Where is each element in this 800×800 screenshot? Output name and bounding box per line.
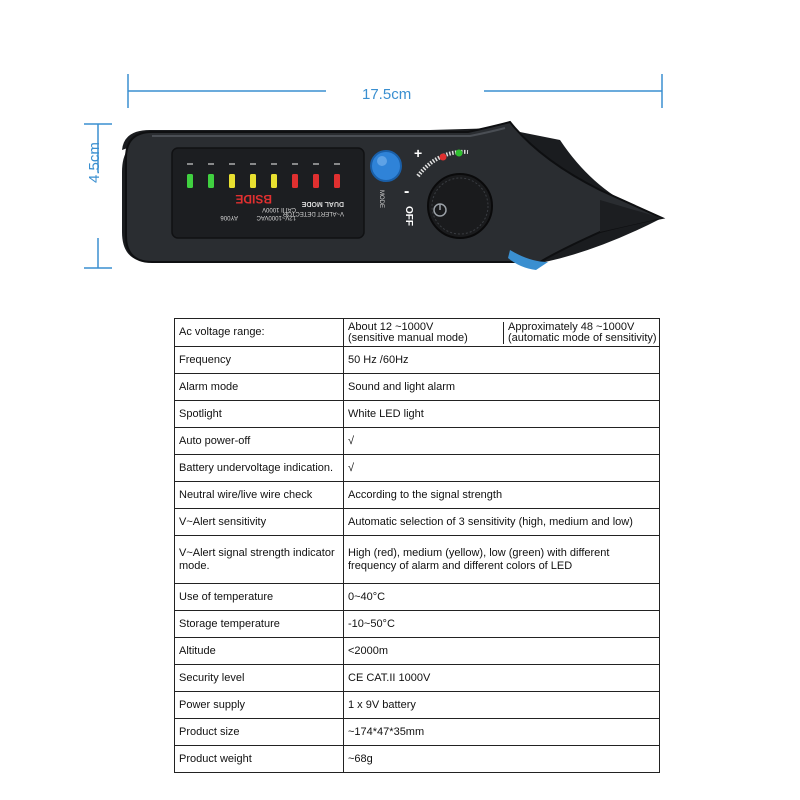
table-row <box>175 692 660 719</box>
spec-value: -10~50°C <box>344 611 660 638</box>
mode-button-label: MODE <box>378 190 384 208</box>
device-rating-line1: CATII 1000V <box>262 206 296 212</box>
table-row <box>175 536 660 584</box>
spec-label: Frequency <box>175 347 344 374</box>
spec-label: Altitude <box>175 638 344 665</box>
sensitivity-dial[interactable] <box>428 174 492 238</box>
spec-value: According to the signal strength <box>344 482 660 509</box>
spec-label: Neutral wire/live wire check <box>175 482 344 509</box>
ac-manual-line2: (sensitive manual mode) <box>348 331 468 344</box>
spec-label: V~Alert signal strength indicator mode. <box>175 536 344 584</box>
ac-manual-line1: About 12 ~1000V <box>348 320 434 333</box>
table-row <box>175 509 660 536</box>
spec-label: V~Alert sensitivity <box>175 509 344 536</box>
spec-value: 0~40°C <box>344 584 660 611</box>
spec-label: Auto power-off <box>175 428 344 455</box>
table-row <box>175 665 660 692</box>
table-row <box>175 611 660 638</box>
spec-value: √ <box>344 455 660 482</box>
spec-value: White LED light <box>344 401 660 428</box>
spec-label: Storage temperature <box>175 611 344 638</box>
device-mode-text: DUAL MODE <box>301 200 344 207</box>
spec-value: 50 Hz /60Hz <box>344 347 660 374</box>
led-indicator <box>292 174 298 188</box>
spec-value: 1 x 9V battery <box>344 692 660 719</box>
spec-value: High (red), medium (yellow), low (green) with different frequency of alarm and different colors of LED <box>344 536 660 584</box>
ac-auto-line2: (automatic mode of sensitivity) <box>508 331 657 344</box>
status-led-red <box>440 154 447 161</box>
led-indicator <box>250 174 256 188</box>
spec-value: Automatic selection of 3 sensitivity (high, medium and low) <box>344 509 660 536</box>
table-row <box>175 482 660 509</box>
spec-label: Product weight <box>175 746 344 773</box>
spec-value: <2000m <box>344 638 660 665</box>
off-label: OFF <box>403 206 414 226</box>
mode-button[interactable] <box>371 151 401 181</box>
spec-label: Use of temperature <box>175 584 344 611</box>
table-row <box>175 347 660 374</box>
table-row <box>175 584 660 611</box>
spec-value <box>344 319 660 347</box>
table-row <box>175 428 660 455</box>
specification-table <box>174 318 660 773</box>
spec-value: Sound and light alarm <box>344 374 660 401</box>
table-row <box>175 401 660 428</box>
width-dimension-label: 17.5cm <box>362 86 412 103</box>
minus-label: - <box>404 183 410 200</box>
table-row <box>175 455 660 482</box>
spec-label: Security level <box>175 665 344 692</box>
led-indicator <box>313 174 319 188</box>
spec-label: Alarm mode <box>175 374 344 401</box>
led-indicator <box>334 174 340 188</box>
spec-value: ~68g <box>344 746 660 773</box>
voltage-tester-device <box>0 60 800 290</box>
table-row <box>175 746 660 773</box>
table-row <box>175 374 660 401</box>
ac-auto-line1: Approximately 48 ~1000V <box>508 320 635 333</box>
device-detector-text: V~ALERT DETECTOR <box>282 210 344 216</box>
spec-value: ~174*47*35mm <box>344 719 660 746</box>
table-row <box>175 638 660 665</box>
spec-value: √ <box>344 428 660 455</box>
table-row <box>175 719 660 746</box>
led-indicator <box>208 174 214 188</box>
led-indicator <box>229 174 235 188</box>
device-model-text: AY006 <box>220 214 238 220</box>
device-brand-text: BSIDE <box>235 192 272 206</box>
spec-label: Ac voltage range: <box>175 319 344 347</box>
table-row <box>175 319 660 347</box>
spec-label: Power supply <box>175 692 344 719</box>
plus-label: + <box>414 145 423 161</box>
spec-label: Spotlight <box>175 401 344 428</box>
spec-label: Battery undervoltage indication. <box>175 455 344 482</box>
led-indicator <box>187 174 193 188</box>
led-indicator <box>271 174 277 188</box>
spec-label: Product size <box>175 719 344 746</box>
device-rating-line2: 12V~1000VAC <box>256 214 296 220</box>
height-dimension-label: 4.5cm <box>86 142 103 183</box>
status-led-green <box>456 150 463 157</box>
spec-value: CE CAT.II 1000V <box>344 665 660 692</box>
